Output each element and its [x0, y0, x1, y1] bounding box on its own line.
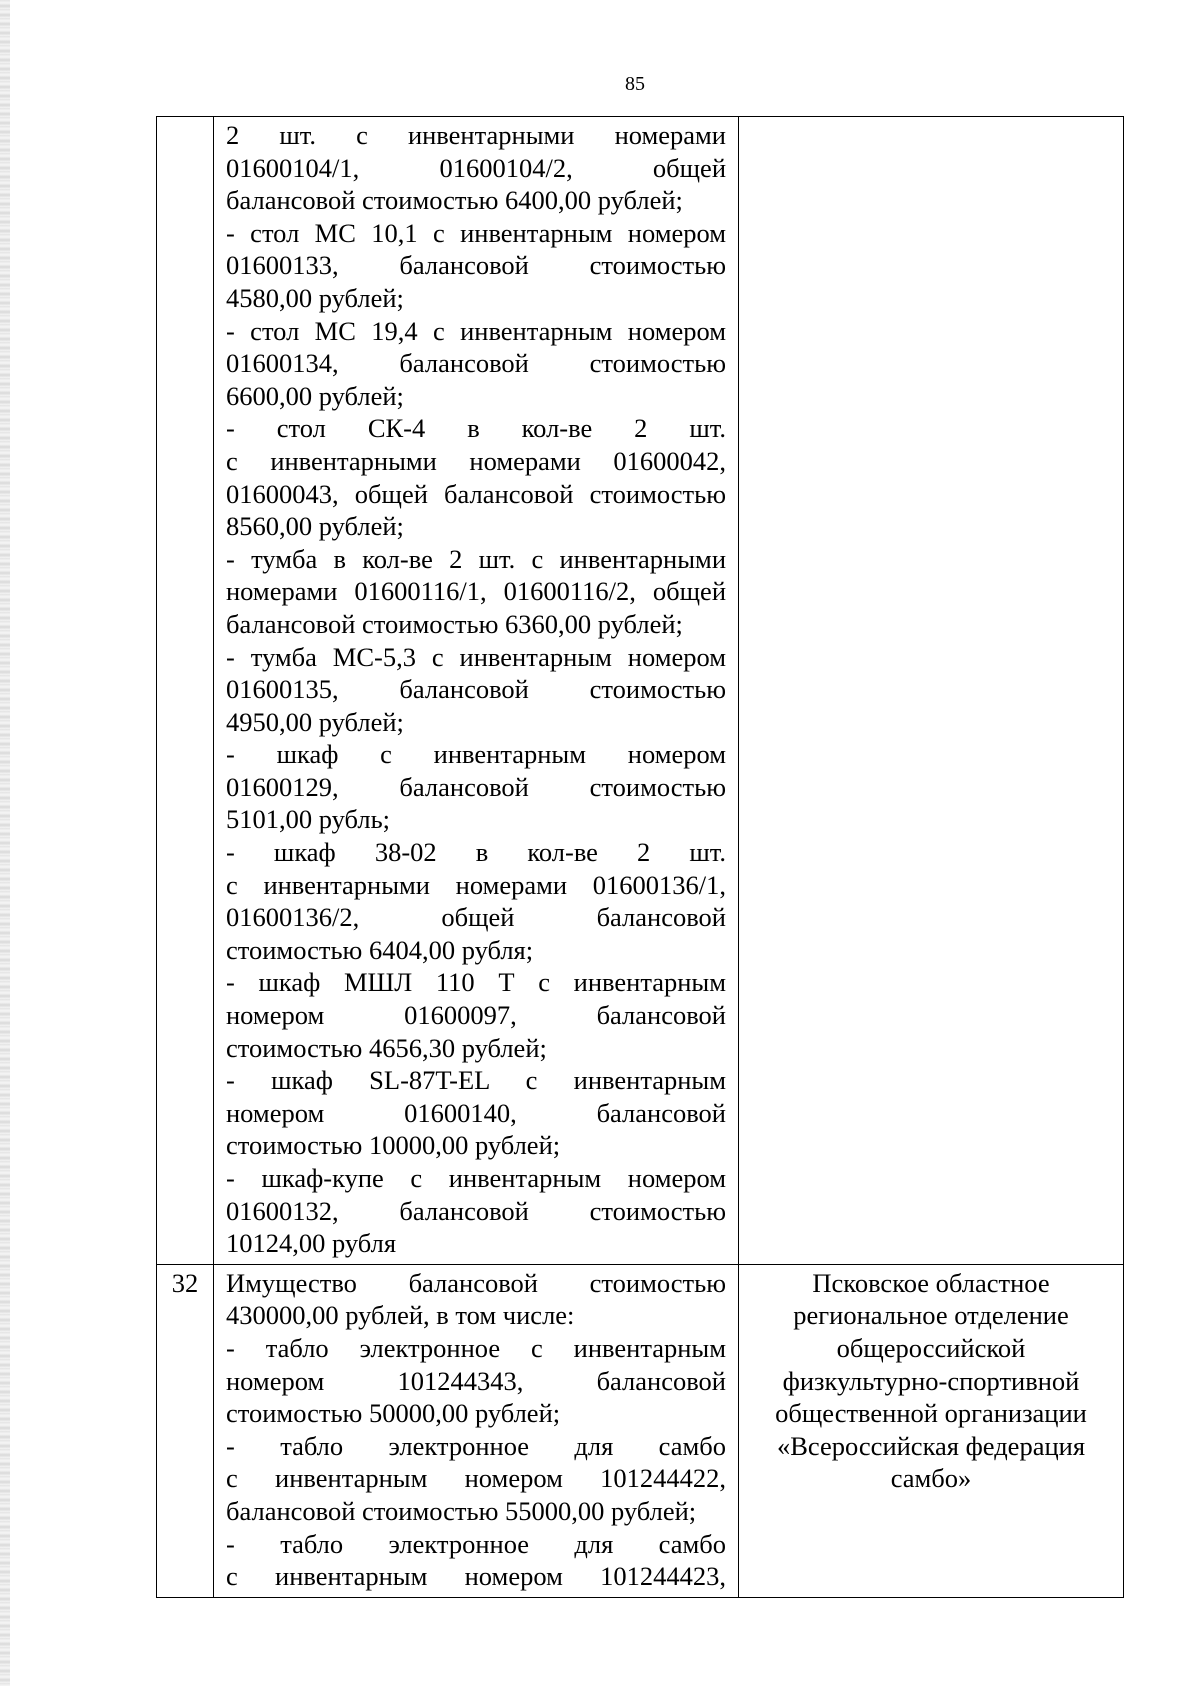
description-line: - стол СК-4 в кол-ве 2 шт.	[226, 413, 726, 444]
description-line: балансовой стоимостью 55000,00 рублей;	[226, 1495, 697, 1526]
description-line: с инвентарными номерами 01600042,	[226, 445, 726, 476]
description-line: - табло электронное с инвентарным	[226, 1332, 726, 1363]
description-line: 5101,00 рубль;	[226, 804, 391, 835]
description-line: 2 шт. с инвентарными номерами	[226, 120, 726, 150]
property-table	[156, 116, 1124, 1598]
description-text	[214, 1265, 738, 1597]
organization-line: физкультурно-спортивной	[782, 1365, 1080, 1396]
description-line: 4950,00 рублей;	[226, 706, 404, 737]
organization-line: общероссийской	[836, 1332, 1026, 1363]
description-line: с инвентарными номерами 01600136/1,	[226, 869, 726, 900]
description-text	[214, 117, 738, 1264]
description-line: стоимостью 50000,00 рублей;	[226, 1398, 561, 1429]
description-line: 6600,00 рублей;	[226, 380, 404, 411]
description-line: 4580,00 рублей;	[226, 282, 404, 313]
description-line: стоимостью 10000,00 рублей;	[226, 1130, 561, 1161]
organization-name	[739, 117, 1123, 119]
description-line: 01600134, балансовой стоимостью	[226, 348, 726, 379]
description-cell	[214, 117, 739, 1265]
table-row	[157, 1264, 1124, 1597]
scan-edge	[0, 0, 10, 1686]
description-line: 01600132, балансовой стоимостью	[226, 1195, 726, 1226]
description-line: - табло электронное для самбо	[226, 1430, 726, 1461]
description-line: номерами 01600116/1, 01600116/2, общей	[226, 576, 726, 607]
description-line: - шкаф SL-87T-EL с инвентарным	[226, 1065, 726, 1096]
description-line: - шкаф МШЛ 110 Т с инвентарным	[226, 967, 726, 998]
description-line: - шкаф 38-02 в кол-ве 2 шт.	[226, 837, 726, 868]
description-line: номером 101244343, балансовой	[226, 1365, 726, 1396]
description-line: балансовой стоимостью 6360,00 рублей;	[226, 608, 683, 639]
description-line: 8560,00 рублей;	[226, 511, 404, 542]
description-line: - табло электронное для самбо	[226, 1528, 726, 1559]
organization-line: общественной организации	[775, 1398, 1087, 1429]
description-line: - тумба в кол-ве 2 шт. с инвентарными	[226, 543, 726, 574]
description-line: 01600135, балансовой стоимостью	[226, 674, 726, 705]
description-line: 01600136/2, общей балансовой	[226, 902, 726, 933]
description-line: стоимостью 6404,00 рубля;	[226, 934, 534, 965]
description-line: номером 01600097, балансовой	[226, 1000, 726, 1031]
description-line: 01600129, балансовой стоимостью	[226, 771, 726, 802]
row-number-cell	[157, 117, 214, 1265]
description-line: номером 01600140, балансовой	[226, 1097, 726, 1128]
description-line: 10124,00 рубля	[226, 1228, 397, 1259]
row-number: 32	[171, 1267, 199, 1298]
description-line: - тумба МС-5,3 с инвентарным номером	[226, 641, 726, 672]
table-row	[157, 117, 1124, 1265]
page-number: 85	[625, 73, 645, 95]
description-line: - стол МС 19,4 с инвентарным номером	[226, 315, 726, 346]
description-line: балансовой стоимостью 6400,00 рублей;	[226, 185, 683, 216]
organization-name	[739, 1265, 1123, 1495]
table-body	[157, 117, 1124, 1598]
organization-line: «Всероссийская федерация	[776, 1430, 1086, 1461]
description-line: 01600104/1, 01600104/2, общей	[226, 152, 726, 183]
description-line: 01600133, балансовой стоимостью	[226, 250, 726, 281]
description-line: - шкаф с инвентарным номером	[226, 739, 726, 770]
description-line: с инвентарным номером 101244423,	[226, 1561, 726, 1592]
description-line: 430000,00 рублей, в том числе:	[226, 1300, 575, 1331]
organization-line: Псковское областное	[812, 1267, 1050, 1298]
description-cell	[214, 1264, 739, 1597]
row-number-cell	[157, 1264, 214, 1597]
organization-line: региональное отделение	[793, 1300, 1069, 1331]
description-line: - шкаф-купе с инвентарным номером	[226, 1163, 726, 1193]
description-line: стоимостью 4656,30 рублей;	[226, 1032, 547, 1063]
description-line: Имущество балансовой стоимостью	[226, 1267, 726, 1298]
description-line: - стол МС 10,1 с инвентарным номером	[226, 217, 726, 248]
description-line: 01600043, общей балансовой стоимостью	[226, 478, 726, 509]
description-line: с инвентарным номером 101244422,	[226, 1463, 726, 1494]
organization-cell	[739, 117, 1124, 1265]
row-number	[157, 117, 213, 119]
organization-cell	[739, 1264, 1124, 1597]
organization-line: самбо»	[890, 1463, 972, 1494]
